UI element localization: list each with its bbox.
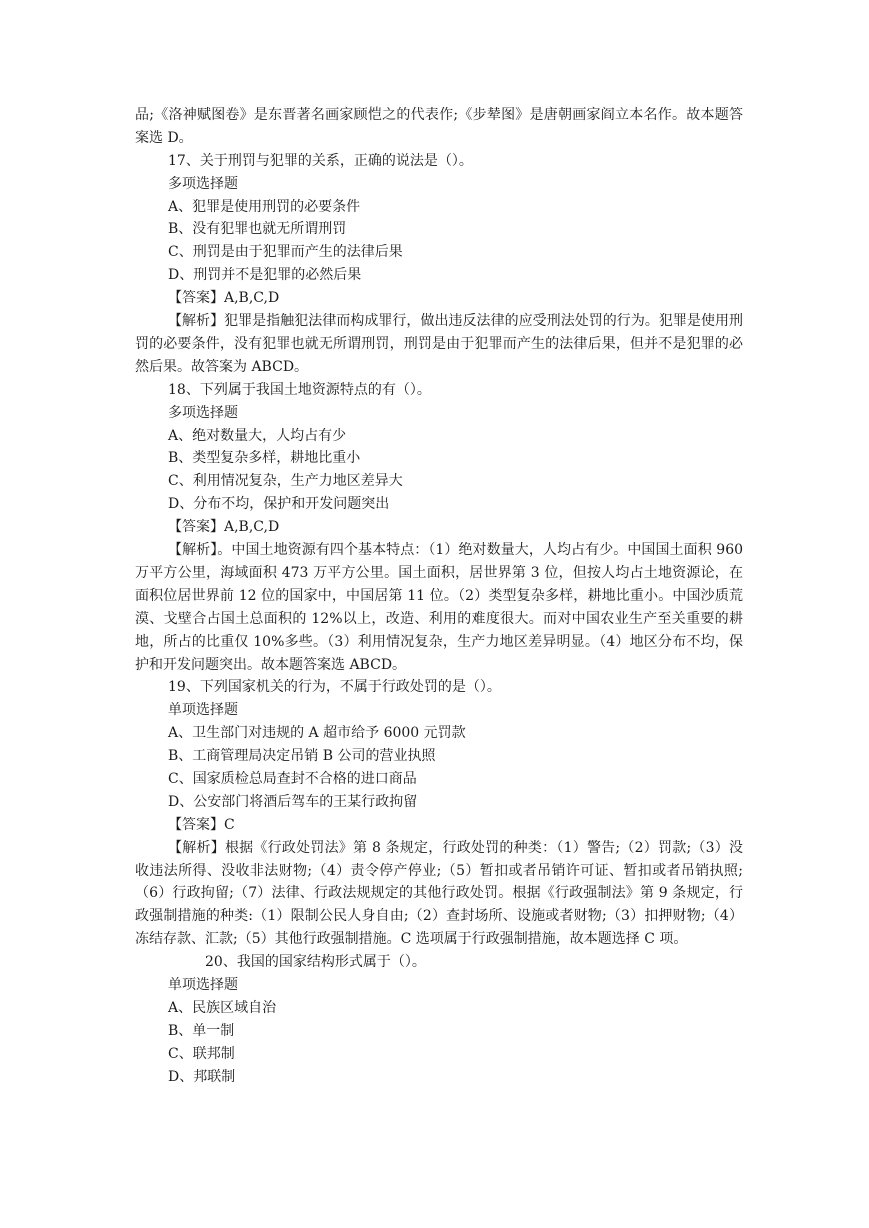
question-18-stem: 18、下列属于我国土地资源特点的有（）。 bbox=[168, 381, 431, 398]
previous-analysis-tail: 品;《洛神赋图卷》是东晋著名画家顾恺之的代表作;《步辇图》是唐朝画家阎立本名作。故本题答案选 D。 bbox=[135, 107, 743, 146]
question-17-option-b: B、没有犯罪也就无所谓刑罚 bbox=[168, 221, 347, 238]
question-18-type: 多项选择题 bbox=[168, 404, 238, 421]
analysis-label: 【解析】 bbox=[168, 313, 225, 330]
question-19-option-d: D、公安部门将酒后驾车的王某行政拘留 bbox=[168, 793, 418, 810]
question-17-type: 多项选择题 bbox=[168, 175, 238, 192]
question-20-type: 单项选择题 bbox=[168, 977, 238, 994]
question-19-option-b: B、工商管理局决定吊销 B 公司的营业执照 bbox=[168, 748, 436, 765]
question-20-option-c: C、联邦制 bbox=[168, 1045, 235, 1062]
question-17-stem: 17、关于刑罚与犯罪的关系，正确的说法是（）。 bbox=[168, 152, 473, 169]
question-19-type: 单项选择题 bbox=[168, 702, 238, 719]
question-19-option-a: A、卫生部门对违规的 A 超市给予 6000 元罚款 bbox=[168, 725, 466, 742]
question-19-analysis bbox=[135, 837, 743, 952]
analysis-text: 犯罪是指触犯法律而构成罪行，做出违反法律的应受刑法处罚的行为。犯罪是使用刑罚的必要条件，没有犯罪也就无所谓刑罚，刑罚是由于犯罪而产生的法律后果，但并不是犯罪的必然后果。故答案为 ABCD。 bbox=[135, 313, 744, 375]
question-18-analysis bbox=[135, 539, 743, 676]
question-18-option-a: A、绝对数量大，人均占有少 bbox=[168, 427, 347, 444]
answer-value: A,B,C,D bbox=[224, 290, 280, 307]
question-18-option-d: D、分布不均，保护和开发问题突出 bbox=[168, 496, 390, 513]
question-17-option-d: D、刑罚并不是犯罪的必然后果 bbox=[168, 267, 362, 284]
answer-value: C bbox=[224, 816, 235, 833]
question-19-option-c: C、国家质检总局查封不合格的进口商品 bbox=[168, 771, 417, 787]
question-19-stem: 19、下列国家机关的行为，不属于行政处罚的是（）。 bbox=[168, 679, 501, 696]
answer-label: 【答案】 bbox=[168, 816, 224, 833]
question-17-answer bbox=[135, 287, 743, 310]
question-20-option-a: A、民族区域自治 bbox=[168, 999, 277, 1016]
document-content bbox=[135, 104, 743, 1089]
question-20-option-d: D、邦联制 bbox=[168, 1068, 236, 1085]
question-18-option-c: C、利用情况复杂，生产力地区差异大 bbox=[168, 473, 403, 490]
answer-label: 【答案】 bbox=[168, 519, 224, 536]
question-19-answer bbox=[135, 814, 743, 837]
analysis-text: 。中国土地资源有四个基本特点：（1）绝对数量大，人均占有少。中国国土面积 960 万平方公里，海域面积 473 万平方公里。国土面积，居世界第 3 位，但按人均占土地资源论，在面积位居世界前 12 位的国家中，中国居第 11 位。（2）类型复杂多样，耕地比重小。中国沙质荒漠、戈壁合占国土总面积的 12%以上，改造、利用的难度很大。而对中国农业生产至关重要的耕地，所占的比重仅 10%多些。（3）利用情况复杂，生产力地区差异明显。（4）地区分布不均，保护和开发问题突出。故本题答案选 ABCD。 bbox=[135, 542, 744, 673]
question-20-stem: 20、我国的国家结构形式属于（）。 bbox=[205, 954, 426, 971]
question-18-answer bbox=[135, 516, 743, 539]
answer-value: A,B,C,D bbox=[224, 519, 280, 536]
answer-label: 【答案】 bbox=[168, 290, 224, 307]
question-20-option-b: B、单一制 bbox=[168, 1022, 235, 1039]
question-17-analysis bbox=[135, 310, 743, 379]
analysis-label: 【解析】 bbox=[168, 542, 218, 558]
analysis-label: 【解析】 bbox=[168, 839, 225, 856]
analysis-text: 根据《行政处罚法》第 8 条规定，行政处罚的种类：（1）警告;（2）罚款;（3）没收违法所得、没收非法财物;（4）责令停产停业;（5）暂扣或者吊销许可证、暂扣或者吊销执照;（6）行政拘留;（7）法律、行政法规规定的其他行政处罚。根据《行政强制法》第 9 条规定，行政强制措施的种类:（1）限制公民人身自由;（2）查封场所、设施或者财物;（3）扣押财物;（4）冻结存款、汇款;（5）其他行政强制措施。C 选项属于行政强制措施，故本题选择 C 项。 bbox=[135, 839, 743, 948]
question-17-option-a: A、犯罪是使用刑罚的必要条件 bbox=[168, 198, 361, 215]
question-18-option-b: B、类型复杂多样，耕地比重小 bbox=[168, 450, 361, 467]
question-17-option-c: C、刑罚是由于犯罪而产生的法律后果 bbox=[168, 244, 403, 261]
